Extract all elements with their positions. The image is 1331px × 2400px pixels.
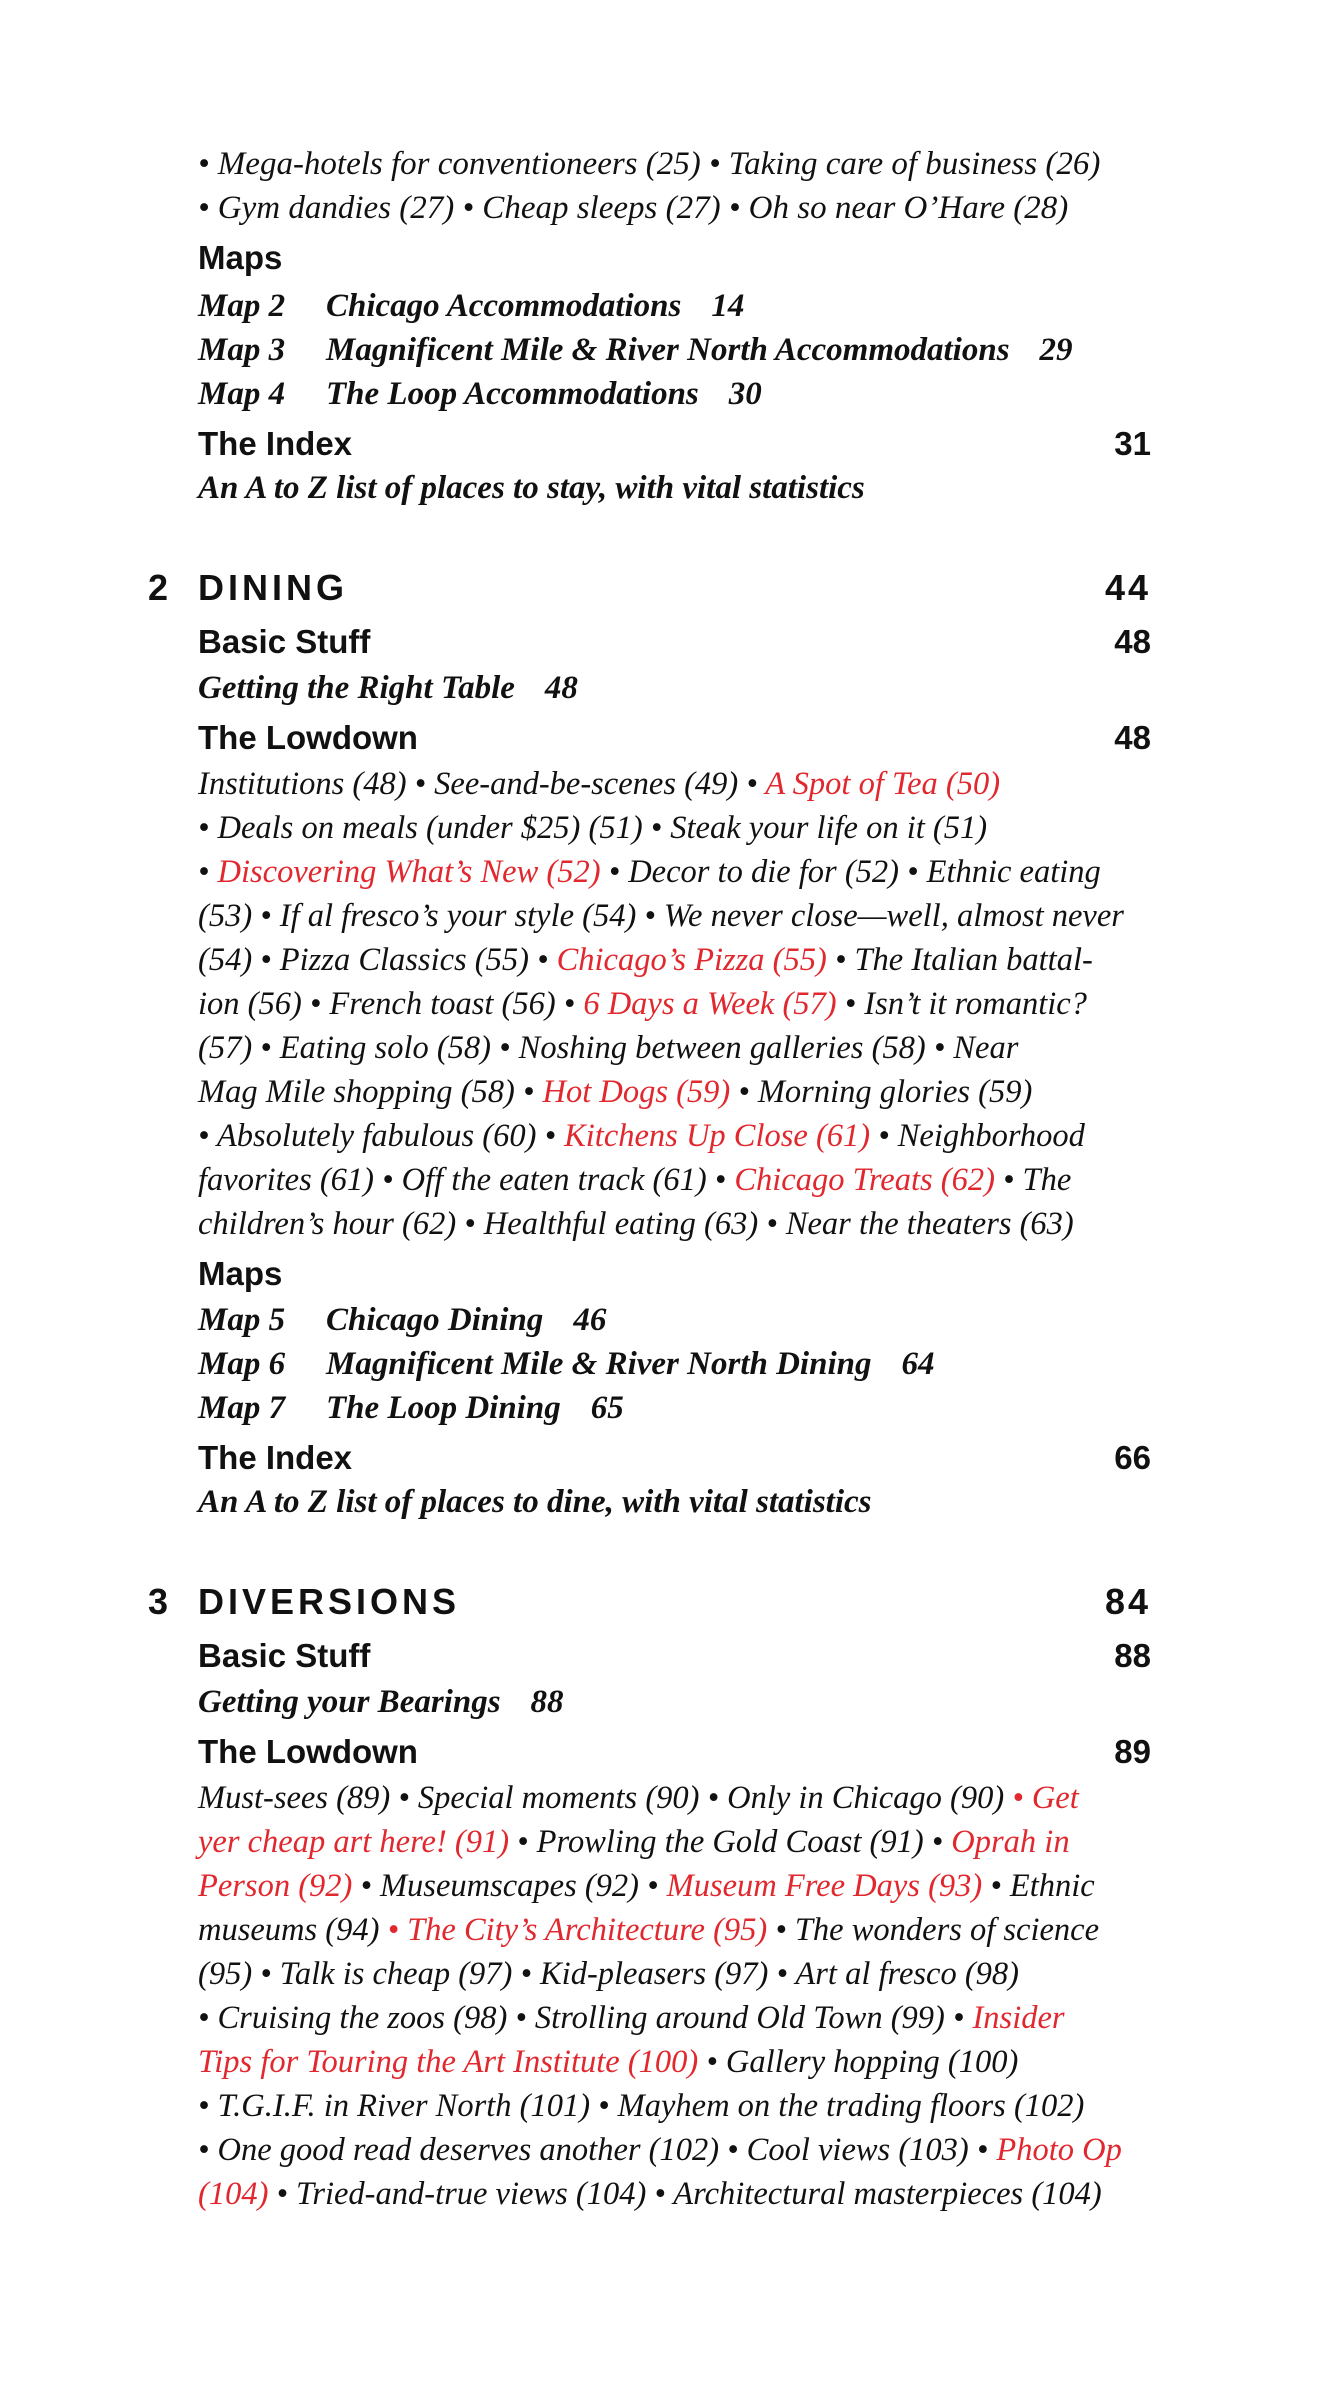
lowdown-line (198, 1952, 1158, 1996)
chapter-title: DINING (198, 567, 348, 608)
lowdown-line (198, 2128, 1158, 2172)
lowdown-text: Must-sees (89) • Special moments (90) • Only in Chicago (90) (198, 1780, 1013, 1816)
lowdown-line (198, 1908, 1158, 1952)
chapter-number: 2 (148, 567, 173, 608)
map-entry[interactable]: Map 4 The Loop Accommodations 30 (198, 376, 762, 412)
feature-link[interactable]: 6 Days a Week (57) (583, 986, 837, 1022)
lowdown-line (198, 2084, 1158, 2128)
feature-link[interactable]: Kitchens Up Close (61) (564, 1118, 871, 1154)
lowdown-list (198, 1776, 1158, 2216)
lowdown-heading[interactable]: The Lowdown 89 (198, 1733, 1151, 1770)
chapter-page-number: 84 (1104, 1581, 1151, 1622)
chapter-page-number: 44 (1104, 567, 1151, 608)
lowdown-text: (57) • Eating solo (58) • Noshing between galleries (58) • Near (198, 1030, 1019, 1066)
lowdown-text: • T.G.I.F. in River North (101) • Mayhem on the trading floors (102) (198, 2088, 1085, 2124)
lowdown-text: • (198, 854, 218, 890)
lowdown-text: • Neighborhood (870, 1118, 1085, 1154)
feature-link[interactable]: Discovering What’s New (52) (217, 854, 601, 890)
lowdown-text: • Prowling the Gold Coast (91) • (509, 1824, 952, 1860)
lowdown-text: • Isn’t it romantic? (836, 986, 1087, 1022)
lowdown-text: • Absolutely fabulous (60) • (198, 1118, 565, 1154)
lowdown-line (198, 806, 1158, 850)
index-description: An A to Z list of places to stay, with vital statistics (198, 470, 865, 506)
lowdown-text: Mag Mile shopping (58) • (198, 1074, 543, 1110)
lowdown-heading[interactable]: The Lowdown 48 (198, 719, 1151, 756)
index-heading[interactable]: The Index 31 (198, 425, 1151, 462)
lowdown-line (198, 1996, 1158, 2040)
lowdown-list (198, 762, 1158, 1246)
basic-stuff-item[interactable]: Getting the Right Table 48 (198, 670, 578, 706)
map-entry[interactable]: Map 3 Magnificent Mile & River North Accommodations 29 (198, 332, 1073, 368)
lowdown-text: (95) • Talk is cheap (97) • Kid-pleasers (97) • Art al fresco (98) (198, 1956, 1019, 1992)
lowdown-text: Institutions (48) • See-and-be-scenes (49) • (198, 766, 766, 802)
lowdown-text: • The Italian battal- (826, 942, 1093, 978)
feature-link[interactable]: Person (92) (198, 1868, 353, 1904)
lowdown-text: • Tried-and-true views (104) • Architectural masterpieces (104) (268, 2176, 1102, 2212)
lowdown-text: • Deals on meals (under $25) (51) • Steak your life on it (51) (198, 810, 988, 846)
index-page-number: 31 (1114, 425, 1151, 462)
lowdown-text: • Ethnic (982, 1868, 1095, 1904)
basic-stuff-heading[interactable]: Basic Stuff 48 (198, 623, 1151, 660)
lowdown-line (198, 1070, 1158, 1114)
chapter-title: DIVERSIONS (198, 1581, 461, 1622)
lowdown-line (198, 850, 1158, 894)
lowdown-line (198, 762, 1158, 806)
feature-link[interactable]: • The City’s Architecture (95) (387, 1912, 768, 1948)
lowdown-line (198, 1776, 1158, 1820)
map-entry[interactable]: Map 2 Chicago Accommodations 14 (198, 288, 745, 324)
feature-link[interactable]: Insider (972, 2000, 1065, 2036)
lowdown-text: children’s hour (62) • Healthful eating (63) • Near the theaters (63) (198, 1206, 1074, 1242)
feature-link[interactable]: yer cheap art here! (91) (198, 1824, 510, 1860)
toc-line: • Gym dandies (27) • Cheap sleeps (27) • Oh so near O’Hare (28) (198, 190, 1069, 226)
lowdown-text: favorites (61) • Off the eaten track (61) • (198, 1162, 735, 1198)
maps-heading: Maps (198, 239, 283, 276)
feature-link[interactable]: Museum Free Days (93) (666, 1868, 983, 1904)
lowdown-text: • Cruising the zoos (98) • Strolling around Old Town (99) • (198, 2000, 973, 2036)
feature-link[interactable]: Oprah in (951, 1824, 1070, 1860)
basic-stuff-item[interactable]: Getting your Bearings 88 (198, 1684, 564, 1720)
lowdown-text: ion (56) • French toast (56) • (198, 986, 584, 1022)
lowdown-text: museums (94) (198, 1912, 388, 1948)
lowdown-text: • The (994, 1162, 1072, 1198)
toc-line: • Mega-hotels for conventioneers (25) • Taking care of business (26) (198, 146, 1101, 182)
map-entry[interactable]: Map 5 Chicago Dining 46 (198, 1302, 607, 1338)
feature-link[interactable]: A Spot of Tea (50) (765, 766, 1001, 802)
basic-stuff-heading[interactable]: Basic Stuff 88 (198, 1637, 1151, 1674)
feature-link[interactable]: Chicago Treats (62) (734, 1162, 995, 1198)
index-page-number: 66 (1114, 1439, 1151, 1476)
map-entry[interactable]: Map 7 The Loop Dining 65 (198, 1390, 624, 1426)
lowdown-line (198, 2040, 1158, 2084)
feature-link[interactable]: Hot Dogs (59) (542, 1074, 731, 1110)
lowdown-line (198, 938, 1158, 982)
index-description: An A to Z list of places to dine, with vital statistics (198, 1484, 872, 1520)
chapter-number: 3 (148, 1581, 173, 1622)
lowdown-text: • The wonders of science (767, 1912, 1100, 1948)
lowdown-text: • Morning glories (59) (730, 1074, 1033, 1110)
lowdown-line (198, 1820, 1158, 1864)
feature-link[interactable]: • Get (1012, 1780, 1079, 1816)
lowdown-text: • One good read deserves another (102) • Cool views (103) • (198, 2132, 997, 2168)
feature-link[interactable]: Photo Op (996, 2132, 1122, 2168)
lowdown-line (198, 982, 1158, 1026)
lowdown-line (198, 1026, 1158, 1070)
feature-link[interactable]: Tips for Touring the Art Institute (100) (198, 2044, 699, 2080)
feature-link[interactable]: (104) (198, 2176, 269, 2212)
lowdown-line (198, 1202, 1158, 1246)
lowdown-line (198, 2172, 1158, 2216)
lowdown-line (198, 894, 1158, 938)
lowdown-text: • Decor to die for (52) • Ethnic eating (600, 854, 1101, 890)
index-heading[interactable]: The Index 66 (198, 1439, 1151, 1476)
maps-heading: Maps (198, 1255, 283, 1292)
lowdown-text: • Gallery hopping (100) (698, 2044, 1019, 2080)
lowdown-line (198, 1158, 1158, 1202)
feature-link[interactable]: Chicago’s Pizza (55) (556, 942, 827, 978)
lowdown-text: (53) • If al fresco’s your style (54) • We never close—well, almost never (198, 898, 1124, 934)
lowdown-line (198, 1114, 1158, 1158)
lowdown-line (198, 1864, 1158, 1908)
map-entry[interactable]: Map 6 Magnificent Mile & River North Dining 64 (198, 1346, 935, 1382)
lowdown-text: (54) • Pizza Classics (55) • (198, 942, 557, 978)
lowdown-text: • Museumscapes (92) • (352, 1868, 667, 1904)
